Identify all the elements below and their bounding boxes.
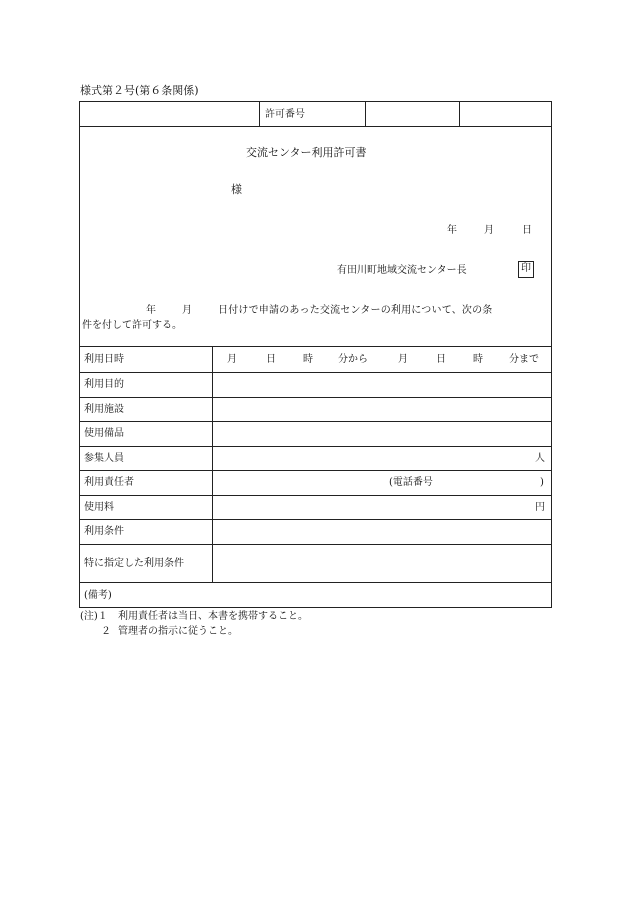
addressee-field[interactable] (100, 180, 225, 198)
usage-facility-label: 利用施設 (84, 404, 124, 415)
datetime-hour-1: 時 (303, 354, 313, 365)
row-line-4 (79, 446, 552, 447)
seal-stamp: 印 (518, 261, 534, 278)
row-line-7 (79, 519, 552, 520)
usage-purpose-label: 利用目的 (84, 379, 124, 390)
usage-datetime-label: 利用日時 (84, 354, 124, 365)
body-month: 月 (182, 305, 192, 316)
phone-number-close: ) (540, 477, 544, 488)
addressee-suffix: 様 (231, 183, 242, 196)
permit-number-field-2[interactable] (460, 102, 551, 126)
permit-number-label: 許可番号 (265, 109, 305, 120)
equipment-label: 使用備品 (84, 428, 124, 439)
row-line-8 (79, 544, 552, 545)
row-line-5 (79, 470, 552, 471)
equipment-field[interactable] (213, 422, 551, 445)
date-year: 年 (447, 225, 457, 236)
date-day: 日 (522, 225, 532, 236)
row-line-6 (79, 495, 552, 496)
datetime-day-2: 日 (436, 354, 446, 365)
note-1-text: 利用責任者は当日、本書を携帯すること。 (118, 611, 308, 622)
issuer-name: 有田川町地域交流センター長 (337, 265, 467, 276)
body-text-line1: 日付けで申請のあった交流センターの利用について、次の条 (218, 305, 493, 316)
usage-purpose-field[interactable] (213, 373, 551, 396)
usage-facility-field[interactable] (213, 398, 551, 420)
fee-label: 使用料 (84, 502, 114, 513)
remarks-label: (備考) (84, 590, 112, 601)
note-2-text: 管理者の指示に従うこと。 (118, 626, 238, 637)
permit-divider-1 (259, 101, 260, 127)
permit-number-field[interactable] (366, 102, 458, 126)
datetime-month-2: 月 (398, 354, 408, 365)
date-month: 月 (484, 225, 494, 236)
attendees-unit: 人 (535, 453, 545, 464)
body-text-line2: 件を付して許可する。 (82, 320, 182, 331)
datetime-to: 分まで (509, 354, 539, 365)
note-1-prefix: (注)１ (80, 611, 108, 622)
attendees-label: 参集人員 (84, 453, 124, 464)
phone-number-label: (電話番号 (389, 477, 433, 488)
usage-conditions-label: 利用条件 (84, 526, 124, 537)
row-line-9 (79, 582, 552, 583)
responsible-person-label: 利用責任者 (84, 477, 134, 488)
special-conditions-label: 特に指定した利用条件 (84, 558, 184, 569)
form-id: 様式第２号(第６条関係) (80, 84, 199, 97)
datetime-from: 分から (338, 354, 368, 365)
datetime-hour-2: 時 (473, 354, 483, 365)
datetime-day-1: 日 (266, 354, 276, 365)
body-year: 年 (146, 305, 156, 316)
document-title: 交流センター利用許可書 (246, 146, 367, 159)
note-2-number: ２ (101, 626, 111, 637)
datetime-month-1: 月 (227, 354, 237, 365)
fee-unit: 円 (535, 502, 545, 513)
